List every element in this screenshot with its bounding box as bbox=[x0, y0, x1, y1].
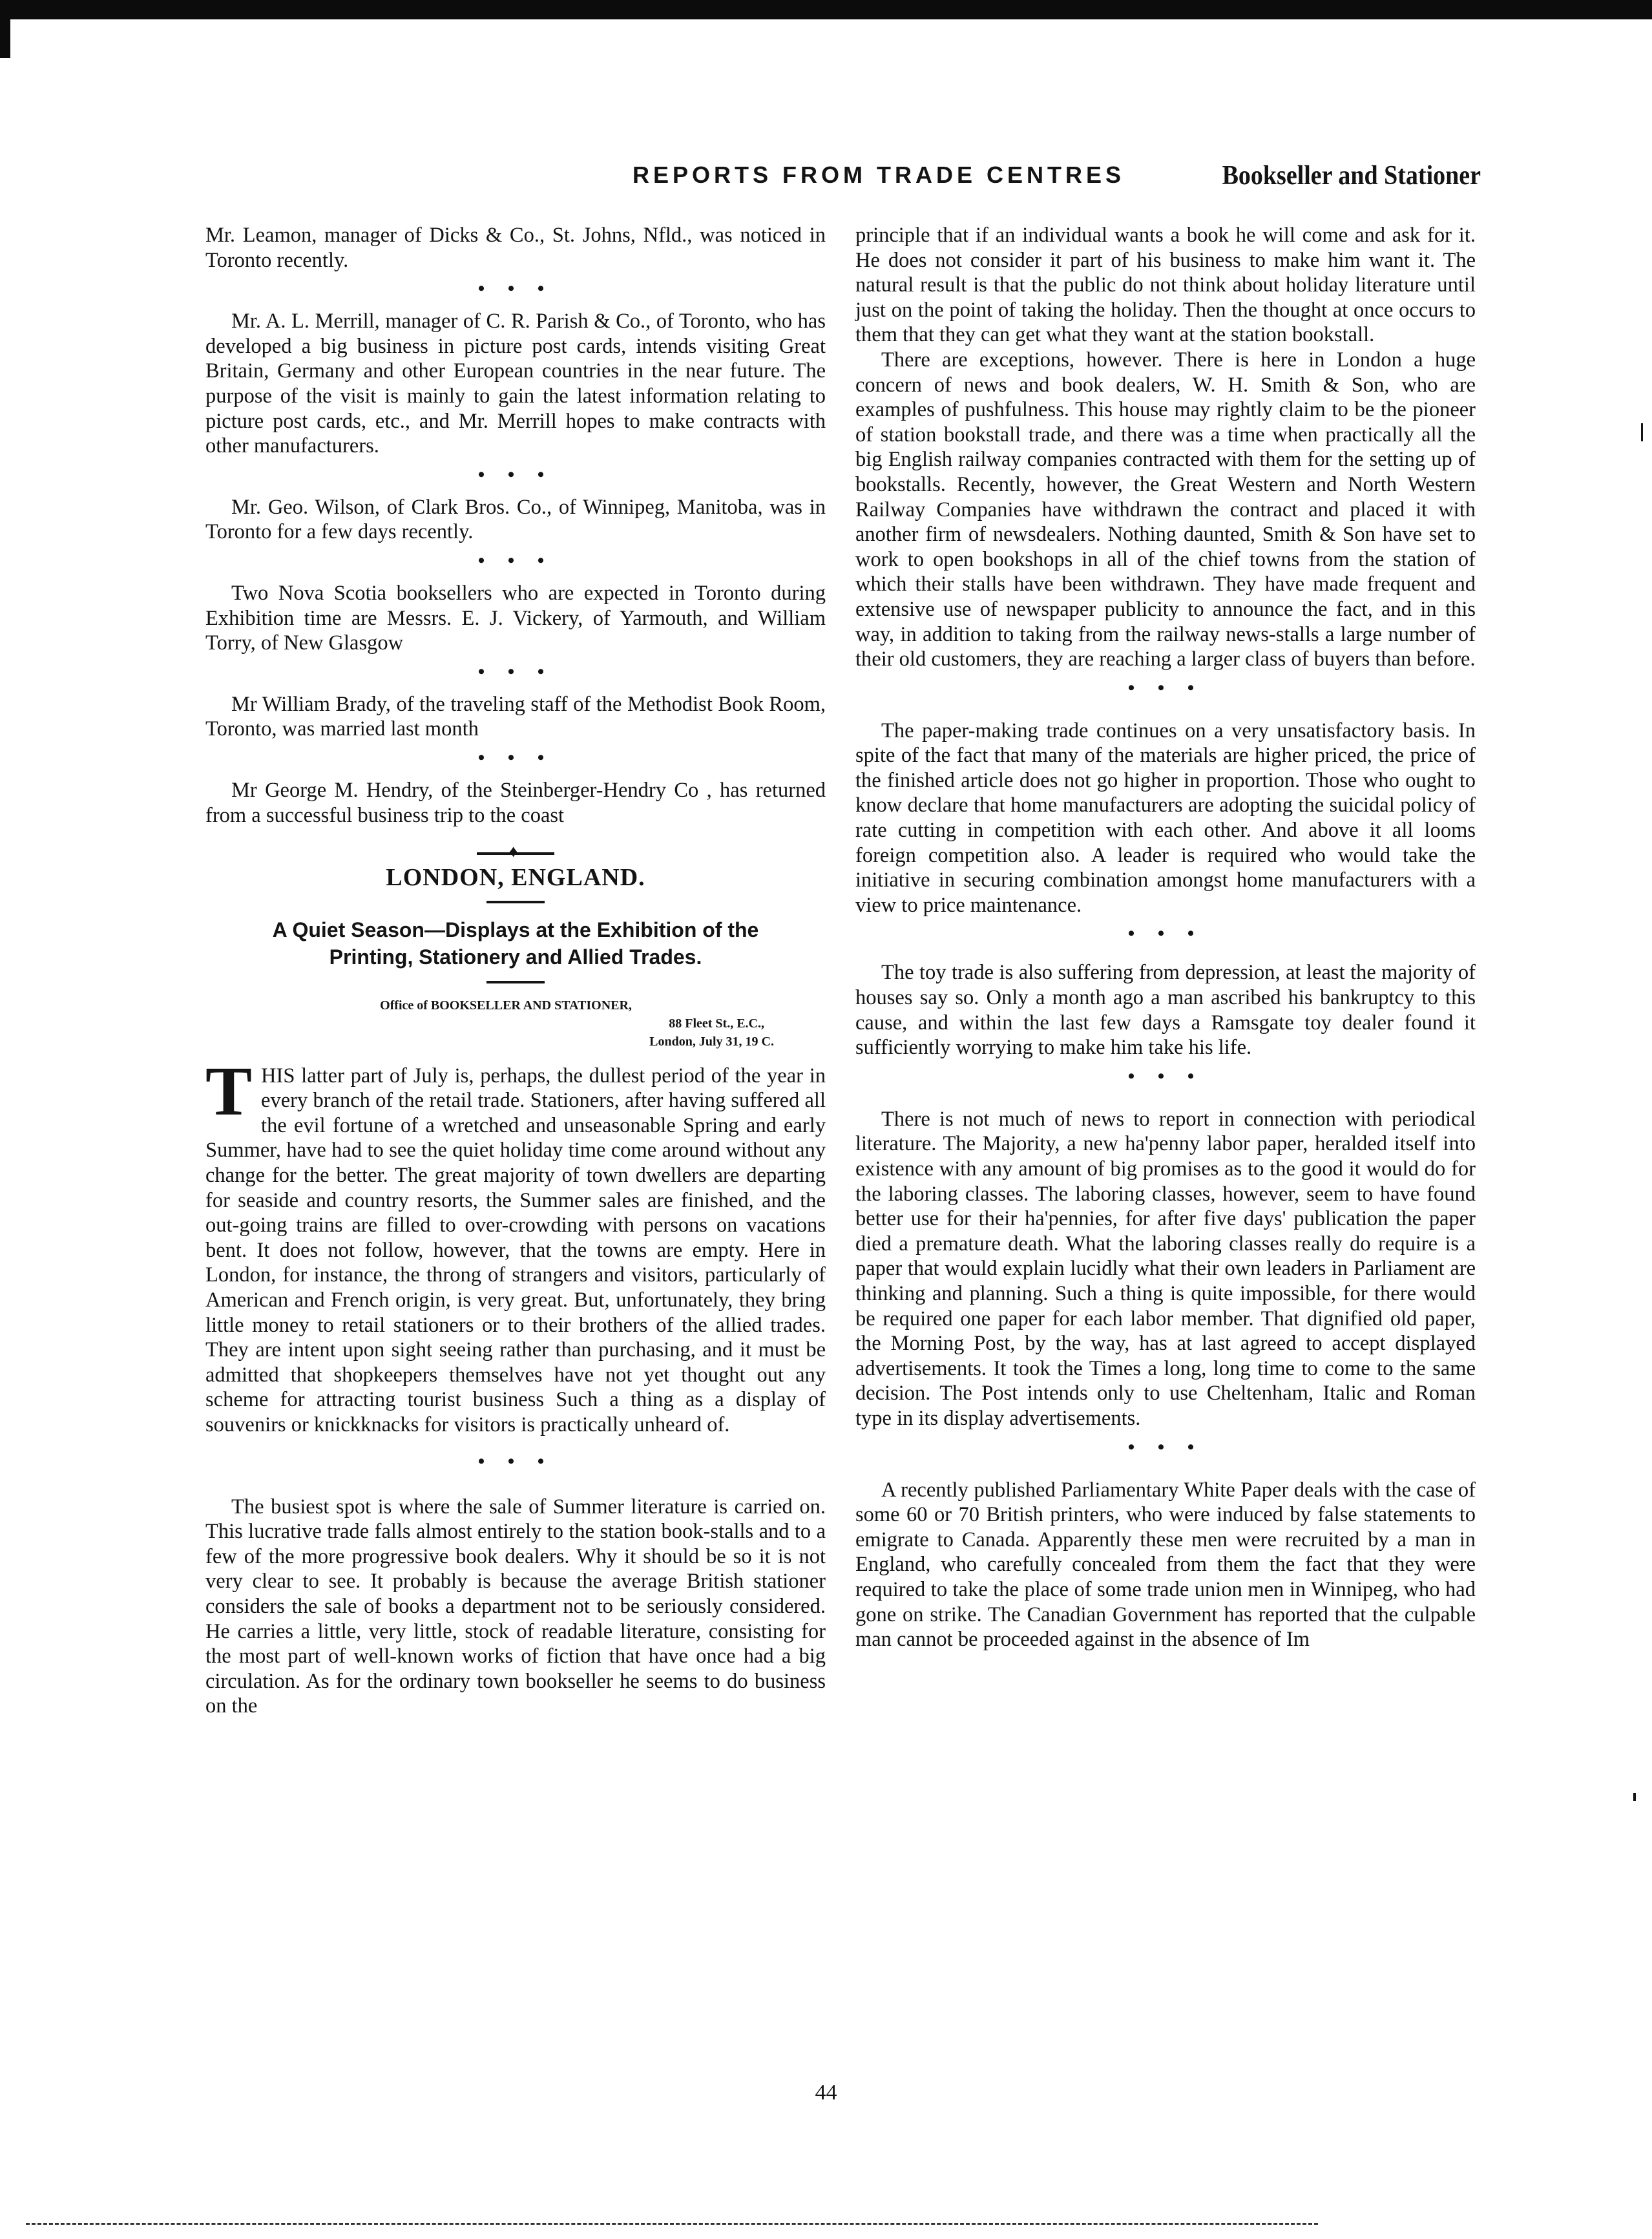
top-border bbox=[0, 0, 1652, 19]
spacer bbox=[205, 1482, 826, 1495]
spacer bbox=[855, 954, 1476, 960]
item-merrill: Mr. A. L. Merrill, manager of C. R. Parish & Co., of Toronto, who has developed a big business in picture post cards, intends visiting Great Britain, Germany and other European countries in the near future. The purpose of the visit is mainly to gain the latest information relating to picture post cards, etc., and Mr. Merrill hopes to make contracts with other manufacturers. bbox=[205, 310, 826, 458]
separator-dots: • • • bbox=[1127, 677, 1204, 699]
article-white-paper: A recently published Parliamentary White Paper deals with the case of some 60 or 70 British printers, who were induced by false statements to emigrate to Canada. Apparently these men were recruited by a man in England, who carefully concealed from them the fact that they were required to take the place of some trade union men in Winnipeg, who had gone on strike. The Canadian Government has reported that the culpable man cannot be proceeded against in the absence of Im bbox=[855, 1478, 1476, 1652]
scan-artifact bbox=[26, 2223, 1318, 2227]
article-continued: principle that if an individual wants a book he will come and ask for it. He does not consider it part of his business to make him want it. The natural result is that the public do not think about holiday literature until just on the point of taking the holiday. Then the thought at once occurs to them that they can get what they want at the station bookstall. bbox=[855, 224, 1476, 347]
item-nova-scotia: Two Nova Scotia booksellers who are expected in Toronto during Exhibition time are Messrs. E. J. Vickery, of Yarmouth, and William Torry, of New Glasgow bbox=[205, 581, 826, 655]
item-hendry: Mr George M. Hendry, of the Steinberger-Hendry Co , has returned from a successful business trip to the coast bbox=[205, 778, 826, 827]
spacer bbox=[855, 708, 1476, 719]
dateline-date: London, July 31, 19 C. bbox=[649, 1034, 774, 1049]
dateline-office: Office of BOOKSELLER AND STATIONER, bbox=[380, 998, 632, 1013]
publication-title: Bookseller and Stationer bbox=[1222, 160, 1481, 191]
separator-dots: • • • bbox=[477, 746, 554, 768]
separator-dots: • • • bbox=[477, 549, 554, 571]
margin-mark bbox=[1633, 1793, 1636, 1801]
separator-dots: • • • bbox=[1127, 1065, 1204, 1087]
separator-dots: • • • bbox=[477, 660, 554, 682]
separator-dots: • • • bbox=[477, 1450, 554, 1472]
right-column bbox=[855, 223, 1476, 1652]
article-periodicals: There is not much of news to report in connection with periodical literature. The Majority, a new ha'penny labor paper, heralded itself into existence with any amount of big promises as to the good it would do for the laboring classes. The laboring classes, however, seem to have found better use for their ha'pennies, for after five days' publication the paper died a premature death. What the laboring classes really do require is a paper that would explain lucidly what their own leaders in Parliament are thinking and planning. Such a thing is quite impossible, for there would be required one paper for each labor member. That dignified old paper, the Morning Post, by the way, has at last agreed to accept displayed advertisements. It took the Times a long, long time to come to the same decision. The Post intends only to use Cheltenham, Italic and Roman type in its display advertisements. bbox=[855, 1107, 1476, 1430]
item-brady: Mr William Brady, of the traveling staff of the Methodist Book Room, Toronto, was married last month bbox=[205, 692, 826, 741]
london-headline: LONDON, ENGLAND. bbox=[386, 864, 645, 892]
dateline bbox=[205, 996, 826, 1051]
separator-dots: • • • bbox=[1127, 1436, 1204, 1458]
article-toy-trade: The toy trade is also suffering from depression, at least the majority of houses say so. Only a month ago a man ascribed his bankruptcy to this cause, and within the last few days a Ramsgate toy dealer found it sufficiently worrying to make him take his life. bbox=[855, 961, 1476, 1060]
spacer bbox=[855, 1097, 1476, 1107]
margin-mark bbox=[1641, 423, 1643, 441]
separator-dots: • • • bbox=[1127, 923, 1204, 945]
dateline-address: 88 Fleet St., E.C., bbox=[669, 1016, 764, 1031]
article-intro bbox=[205, 1053, 826, 1438]
article-summer-literature: The busiest spot is where the sale of Summer literature is carried on. This lucrative trade falls almost entirely to the station book-stalls and to a few of the more progressive book dealers. Why it should be so it is not very clear to see. It probably is because the average British stationer considers the sale of books a department not to be seriously considered. He carries a little, very little, stock of readable literature, consisting for the most part of well-known works of fiction that have once had a big circulation. As for the ordinary town bookseller he seems to do business on the bbox=[205, 1495, 826, 1718]
item-leamon: Mr. Leamon, manager of Dicks & Co., St. Johns, Nfld., was noticed in Toronto recently. bbox=[205, 224, 826, 272]
spacer bbox=[855, 1467, 1476, 1478]
headline-rule bbox=[486, 901, 545, 903]
drop-cap: T bbox=[205, 1053, 253, 1130]
separator-dots: • • • bbox=[477, 278, 554, 300]
corner-mark bbox=[0, 19, 10, 58]
section-title: REPORTS FROM TRADE CENTRES bbox=[632, 162, 1125, 188]
item-wilson: Mr. Geo. Wilson, of Clark Bros. Co., of Winnipeg, Manitoba, was in Toronto for a few days recently. bbox=[205, 495, 826, 544]
ornament-rule bbox=[477, 852, 554, 859]
article-intro-text: HIS latter part of July is, perhaps, the dullest period of the year in every branch of the retail trade. Stationers, after having suffered all the evil fortune of a wretched and unseasonable Spring and early Summer, have had to see the quiet holiday time come around without any change for the better. The great majority of town dwellers are departing for seaside and country resorts, the Summer sales are finished, and the out-going trains are filled to over-crowding with persons on vacations bent. It does not follow, however, that the towns are empty. Here in London, for instance, the throng of strangers and visitors, particularly of American and French origin, is very great. But, unfortunately, they bring little money to retail stationers or to their brothers of the allied trades. They are intent upon sight seeing rather than purchasing, and it must be admitted that shopkeepers themselves have not yet thought out any scheme for attracting tourist business Such a thing as a display of souvenirs or knickknacks for visitors is practically unheard of. bbox=[205, 1064, 826, 1436]
article-paper-trade: The paper-making trade continues on a very unsatisfactory basis. In spite of the fact that many of the materials are higher priced, the price of the finished article does not go higher in proportion. Those who ought to know declare that home manufacturers are adopting the suicidal policy of rate cutting in competition with each other. And above it all looms foreign competition also. A leader is required who would take the initiative in securing combination amongst home manufacturers with a view to price maintenance. bbox=[855, 719, 1476, 917]
page-number: 44 bbox=[815, 2081, 837, 2105]
subhead-rule bbox=[486, 981, 545, 983]
page-header bbox=[0, 162, 1652, 200]
left-column bbox=[205, 223, 826, 1719]
article-subhead: A Quiet Season—Displays at the Exhibition of the Printing, Stationery and Allied Trades. bbox=[272, 918, 759, 969]
article-smith-son: There are exceptions, however. There is here in London a huge concern of news and book dealers, W. H. Smith & Son, who are examples of pushfulness. This house may rightly claim to be the pioneer of station bookstall trade, and there was a time when practically all the big English railway companies contracted with them for the setting up of bookstalls. Recently, however, the Great Western and North Western Railway Companies have withdrawn the contract and placed it with another firm of newsdealers. Nothing daunted, Smith & Son have set to work to open bookshops in all of the chief towns from the station of which their stalls have been withdrawn. They have made frequent and extensive use of newspaper publicity to announce the fact, and in this way, in addition to taking from the railway news-stalls a large number of their old customers, they are reaching a larger class of buyers than before. bbox=[855, 348, 1476, 671]
separator-dots: • • • bbox=[477, 463, 554, 485]
